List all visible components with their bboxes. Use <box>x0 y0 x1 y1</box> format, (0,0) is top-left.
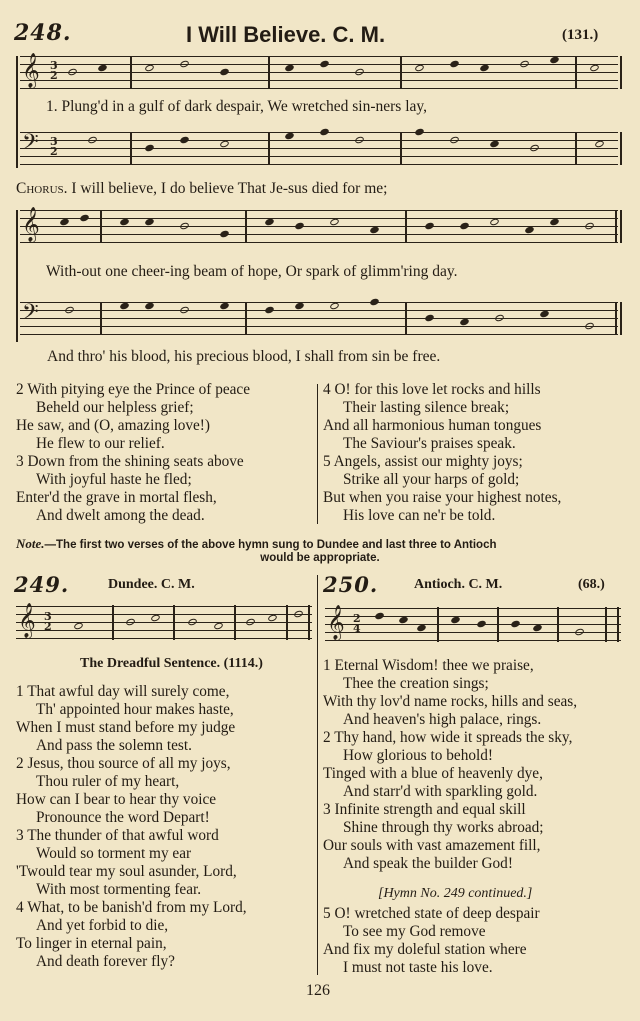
hymn-250-number: 250. <box>323 572 379 597</box>
verse-line: 2 Thy hand, how wide it spreads the sky, <box>323 729 573 746</box>
hymn-249-continued: [Hymn No. 249 continued.] <box>378 886 533 901</box>
time-signature: 2 4 <box>353 612 361 635</box>
verse-line: And fix my doleful station where <box>323 941 527 958</box>
verse-line: 5 Angels, assist our mighty joys; <box>323 453 523 470</box>
music-system-2 <box>14 206 622 344</box>
time-signature: 3 2 <box>50 59 58 82</box>
verse-line: Their lasting silence break; <box>343 399 510 416</box>
verse-line: 2 Jesus, thou source of all my joys, <box>16 755 231 772</box>
column-divider <box>317 575 318 975</box>
verse-line: Pronounce the word Depart! <box>36 809 210 826</box>
treble-staff-2 <box>20 207 618 242</box>
hymn-250-staff <box>325 606 621 642</box>
time-signature: 3 2 <box>50 135 58 158</box>
treble-clef-icon: 𝄞 <box>22 207 40 242</box>
verse-line: He saw, and (O, amazing love!) <box>16 417 210 434</box>
verse-line: Shine through thy works abroad; <box>343 819 544 836</box>
hymn-248-verses-right <box>323 381 561 525</box>
verse-line: Would so torment my ear <box>36 845 192 862</box>
footnote <box>16 537 624 565</box>
verse-line: How can I bear to hear thy voice <box>16 791 217 808</box>
verse-line: And pass the solemn test. <box>36 737 192 754</box>
verse-line: Beheld our helpless grief; <box>36 399 194 416</box>
note-label: Note. <box>16 536 45 551</box>
page-number: 126 <box>306 982 330 999</box>
verse-line: With joyful haste he fled; <box>36 471 192 488</box>
verse-line: Tinged with a blue of heavenly dye, <box>323 765 543 782</box>
verse-line: 'Twould tear my soul asunder, Lord, <box>16 863 237 880</box>
verse-line: His love can ne'r be told. <box>343 507 496 524</box>
music-system-1 <box>14 50 622 170</box>
hymn-249-verses <box>16 683 247 971</box>
verse-line: With most tormenting fear. <box>36 881 202 898</box>
verse-line: 3 Down from the shining seats above <box>16 453 244 470</box>
hymn-249-verse-5 <box>323 905 540 977</box>
note-line-1: —The first two verses of the above hymn sung to Dundee and last three to Antioch <box>44 539 497 551</box>
treble-clef-icon: 𝄞 <box>18 603 36 638</box>
chorus-text-1: I will believe, I do believe That Je-sus died for me; <box>71 180 388 197</box>
verse-line: To see my God remove <box>343 923 486 940</box>
hymn-250-reference: (68.) <box>578 577 605 592</box>
hymn-248-title: I Will Believe. C. M. <box>186 22 386 47</box>
verse-line: 3 The thunder of that awful word <box>16 827 219 844</box>
verse-line: 5 O! wretched state of deep despair <box>323 905 540 922</box>
verse-line: And death forever fly? <box>36 953 175 970</box>
verse-line: And yet forbid to die, <box>36 917 169 934</box>
lyric-line-1: 1. Plung'd in a gulf of dark despair, We wretched sin-ners lay, <box>46 98 428 115</box>
verse-line: I must not taste his love. <box>343 959 493 976</box>
bass-staff-1 <box>20 132 618 164</box>
verse-line: Thou ruler of my heart, <box>36 773 180 790</box>
verse-line: And heaven's high palace, rings. <box>343 711 542 728</box>
verse-line: Enter'd the grave in mortal flesh, <box>16 489 217 506</box>
verse-line: He flew to our relief. <box>36 435 165 452</box>
verse-line: With thy lov'd name rocks, hills and seas, <box>323 693 578 710</box>
verse-line: Our souls with vast amazement fill, <box>323 837 541 854</box>
note-line-2: would be appropriate. <box>260 552 380 564</box>
column-divider <box>317 384 318 524</box>
treble-clef-icon: 𝄞 <box>22 53 40 88</box>
chorus-label: Chorus. <box>16 180 68 197</box>
verse-line: How glorious to behold! <box>343 747 493 764</box>
bass-staff-2 <box>20 302 618 334</box>
bass-clef-icon: 𝄢 <box>22 130 39 160</box>
hymn-249-staff <box>16 604 312 640</box>
verse-line: And dwelt among the dead. <box>36 507 205 524</box>
verse-line: Thee the creation sings; <box>343 675 489 692</box>
verse-line: 3 Infinite strength and equal skill <box>323 801 526 818</box>
chorus-line-2: And thro' his blood, his precious blood, I shall from sin be free. <box>47 348 441 365</box>
verse-line: Th' appointed hour makes haste, <box>36 701 234 718</box>
verse-line: And starr'd with sparkling gold. <box>343 783 538 800</box>
hymn-249-tune: Dundee. C. M. <box>108 577 195 592</box>
lyric-line-2: With-out one cheer-ing beam of hope, Or spark of glimm'ring day. <box>46 263 458 280</box>
hymn-248-number: 248. <box>14 20 72 46</box>
verse-line: And all harmonious human tongues <box>323 417 542 434</box>
hymn-248-reference: (131.) <box>562 27 599 43</box>
verse-line: When I must stand before my judge <box>16 719 236 736</box>
hymn-249-subtitle: The Dreadful Sentence. (1114.) <box>80 656 263 671</box>
verse-line: But when you raise your highest notes, <box>323 489 562 506</box>
hymn-249-number: 249. <box>14 572 70 597</box>
verse-line: And speak the builder God! <box>343 855 513 872</box>
bass-clef-icon: 𝄢 <box>22 300 39 330</box>
treble-staff-1 <box>20 53 618 88</box>
verse-line: 2 With pitying eye the Prince of peace <box>16 381 251 398</box>
verse-line: 1 That awful day will surely come, <box>16 683 230 700</box>
verse-line: 4 What, to be banish'd from my Lord, <box>16 899 247 916</box>
hymn-250-verses <box>323 657 577 873</box>
verse-line: To linger in eternal pain, <box>16 935 167 952</box>
treble-clef-icon: 𝄞 <box>327 605 345 640</box>
hymn-248-verses-left <box>16 381 250 525</box>
verse-line: 4 O! for this love let rocks and hills <box>323 381 541 398</box>
chorus-line-1 <box>16 180 387 198</box>
hymn-250-tune: Antioch. C. M. <box>414 577 503 592</box>
time-signature: 3 2 <box>44 610 52 633</box>
verse-line: The Saviour's praises speak. <box>343 435 516 452</box>
verse-line: Strike all your harps of gold; <box>343 471 520 488</box>
verse-line: 1 Eternal Wisdom! thee we praise, <box>323 657 534 674</box>
